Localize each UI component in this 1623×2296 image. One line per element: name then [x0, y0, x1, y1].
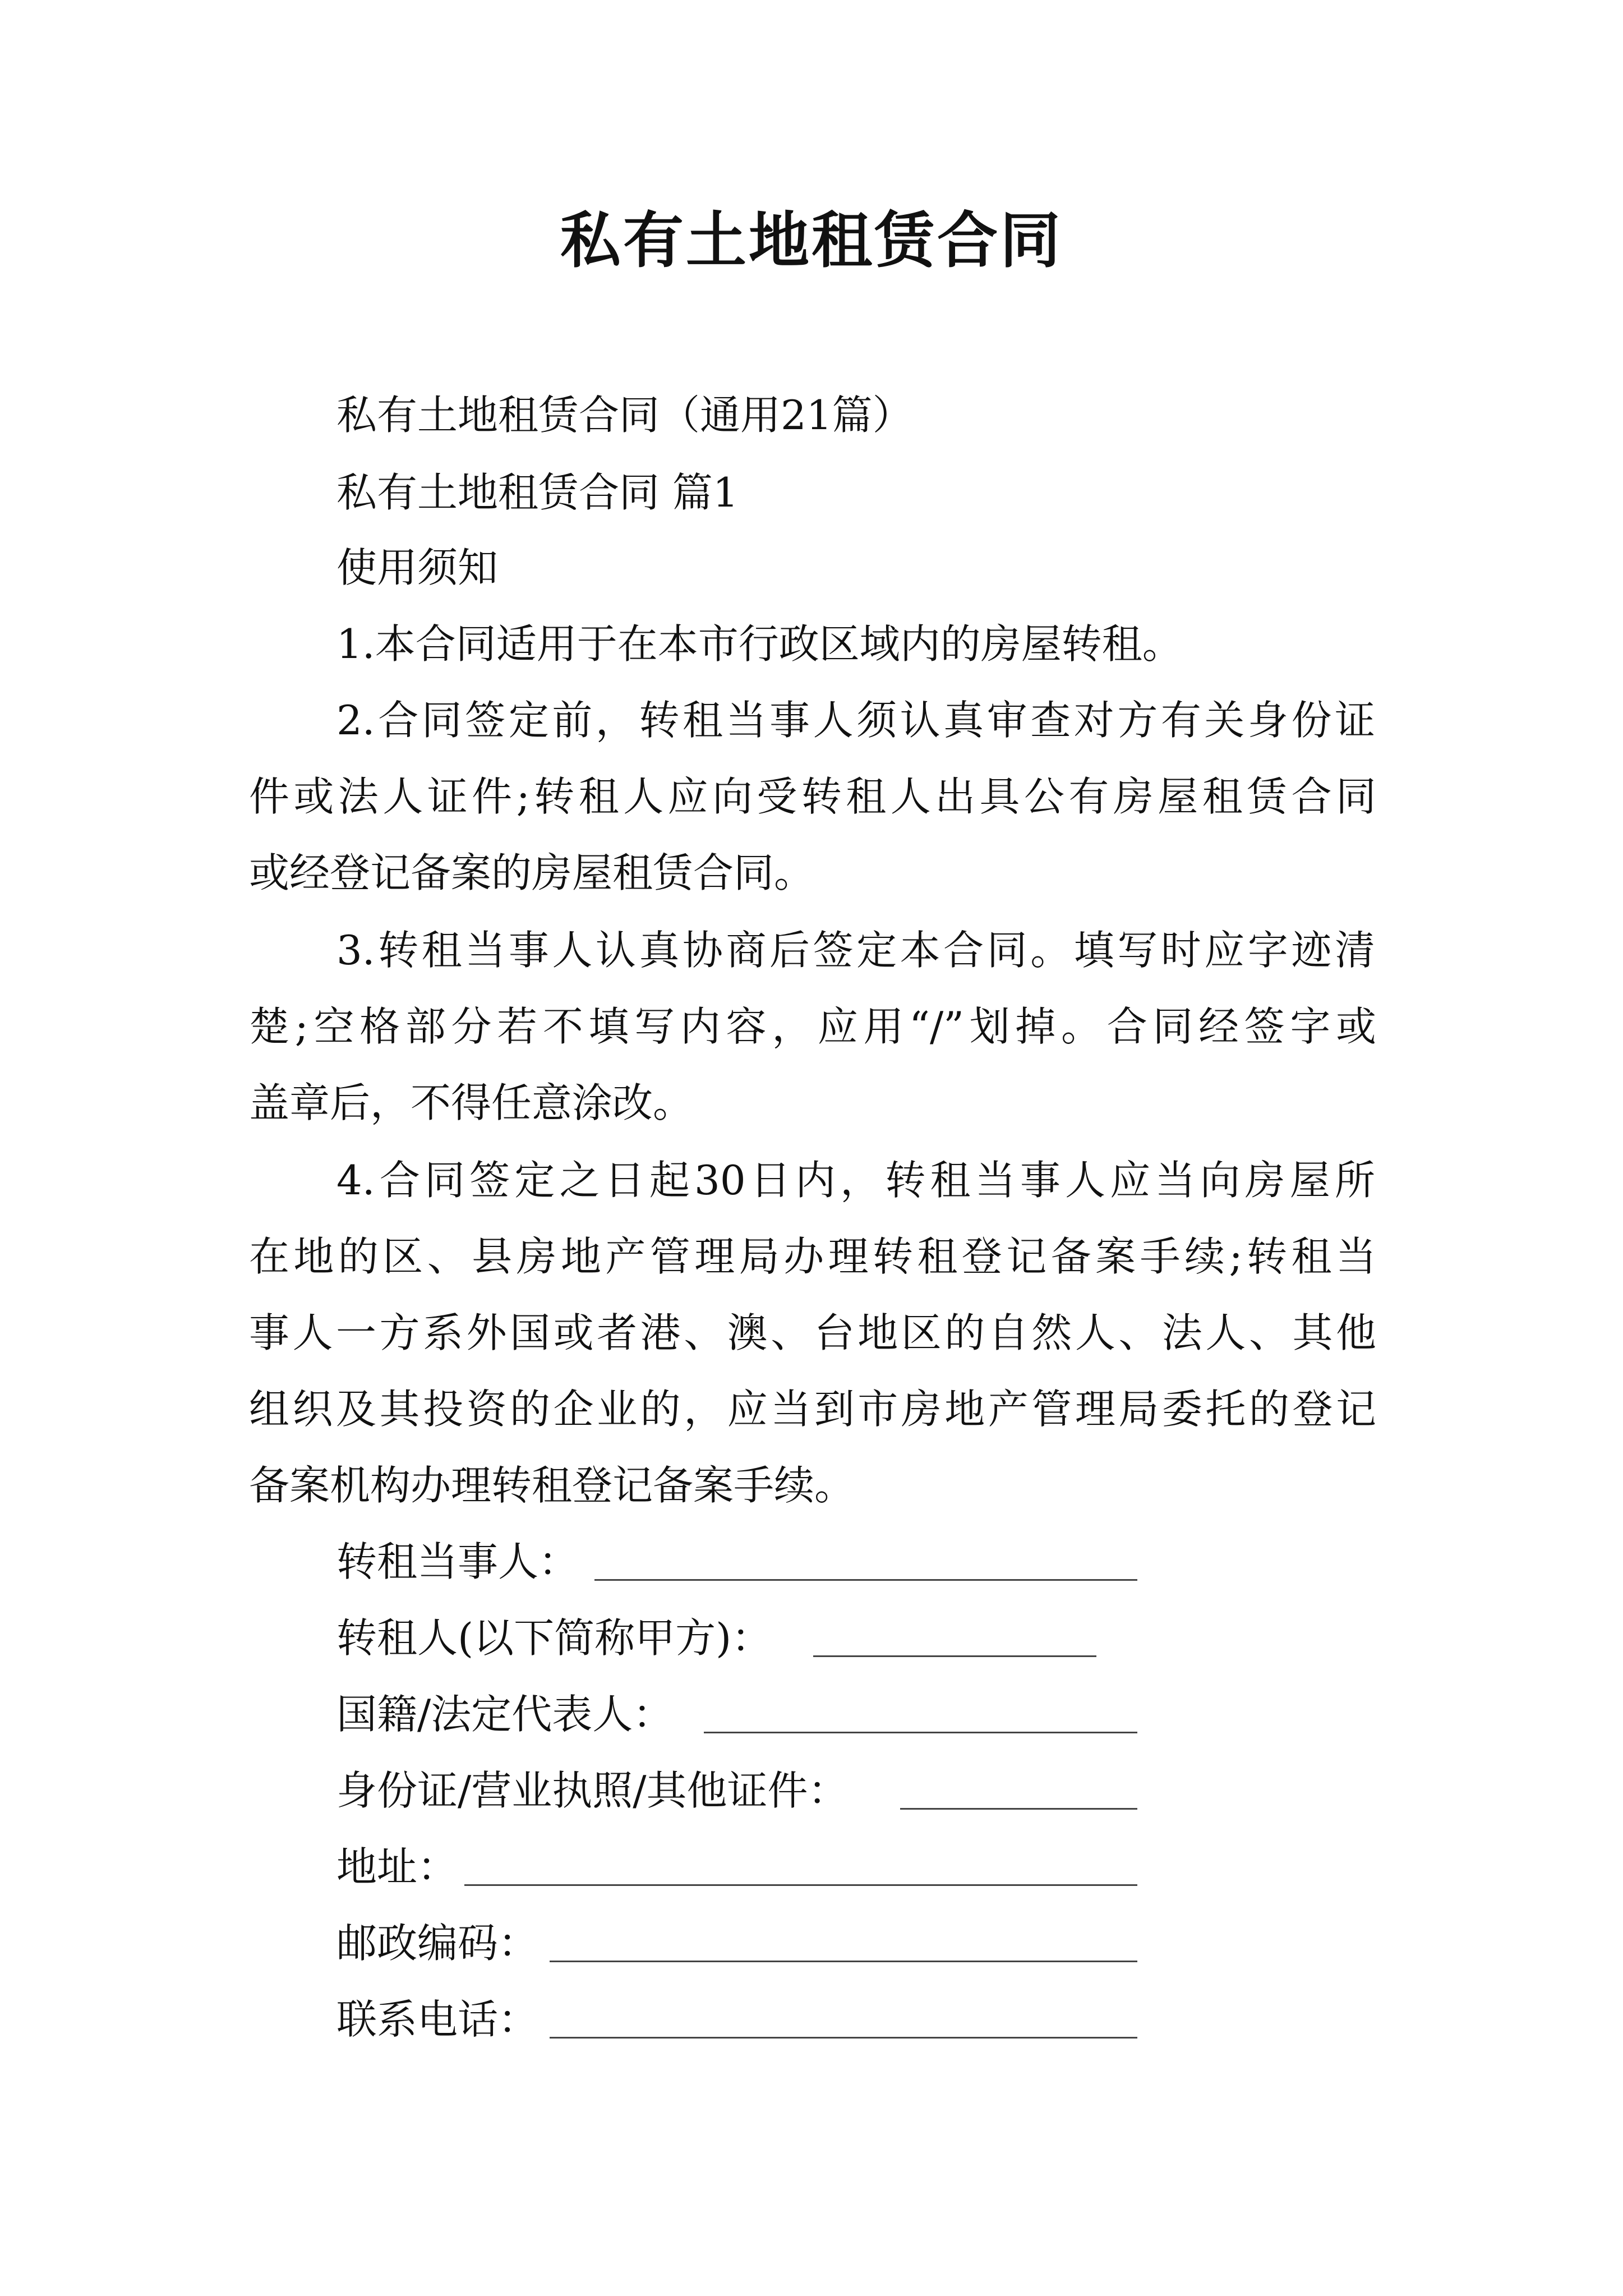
field-lessor-label: 转租人(以下简称甲方)：: [336, 1614, 772, 1662]
field-postcode-blank[interactable]: [550, 1961, 1137, 1962]
field-id-document-label: 身份证/营业执照/其他证件：: [336, 1767, 849, 1814]
field-address: [336, 1839, 458, 1895]
notice-item-3-line-1: 3.转租当事人认真协商后签定本合同。填写时应字迹清: [336, 927, 1375, 974]
notice-item-4-line-1: 4.合同签定之日起30日内，转租当事人应当向房屋所: [336, 1157, 1375, 1204]
field-nationality-blank[interactable]: [704, 1732, 1137, 1733]
field-party-blank[interactable]: [594, 1579, 1137, 1581]
field-id-document-blank[interactable]: [900, 1808, 1137, 1810]
field-lessor-blank[interactable]: [813, 1655, 1096, 1657]
field-phone: [336, 1991, 538, 2047]
notice-item-2-line-1: 2.合同签定前，转租当事人须认真审查对方有关身份证: [336, 697, 1375, 744]
notice-item-1: 1.本合同适用于在本市行政区域内的房屋转租。: [336, 620, 1183, 668]
field-phone-blank[interactable]: [550, 2037, 1137, 2039]
field-phone-label: 联系电话：: [336, 1996, 539, 2043]
section-heading: 私有土地租赁合同 篇1: [336, 469, 739, 516]
notice-item-3-line-2: 楚;空格部分若不填写内容，应用“/”划掉。合同经签字或: [249, 1003, 1376, 1050]
field-id-document: [336, 1763, 849, 1819]
field-postcode: [336, 1915, 538, 1971]
field-nationality: [336, 1686, 673, 1742]
notice-heading: 使用须知: [336, 544, 499, 591]
field-party: [336, 1534, 579, 1590]
document-subtitle: 私有土地租赁合同（通用21篇）: [336, 392, 913, 439]
field-address-label: 地址：: [336, 1843, 458, 1890]
notice-item-4-line-2: 在地的区、县房地产管理局办理转租登记备案手续;转租当: [249, 1233, 1376, 1280]
document-title: 私有土地租赁合同: [560, 206, 1063, 276]
field-party-label: 转租当事人：: [336, 1538, 579, 1585]
notice-item-2-line-3: 或经登记备案的房屋租赁合同。: [249, 849, 815, 896]
notice-item-4-line-4: 组织及其投资的企业的，应当到市房地产管理局委托的登记: [249, 1386, 1376, 1433]
field-lessor: [336, 1610, 772, 1666]
notice-item-2-line-2: 件或法人证件;转租人应向受转租人出具公有房屋租赁合同: [249, 773, 1376, 820]
field-postcode-label: 邮政编码：: [336, 1920, 539, 1967]
notice-item-4-line-5: 备案机构办理转租登记备案手续。: [249, 1462, 855, 1509]
field-address-blank[interactable]: [464, 1884, 1137, 1886]
notice-item-4-line-3: 事人一方系外国或者港、澳、台地区的自然人、法人、其他: [249, 1309, 1376, 1356]
notice-item-3-line-3: 盖章后，不得任意涂改。: [249, 1079, 694, 1126]
field-nationality-label: 国籍/法定代表人：: [336, 1691, 674, 1738]
